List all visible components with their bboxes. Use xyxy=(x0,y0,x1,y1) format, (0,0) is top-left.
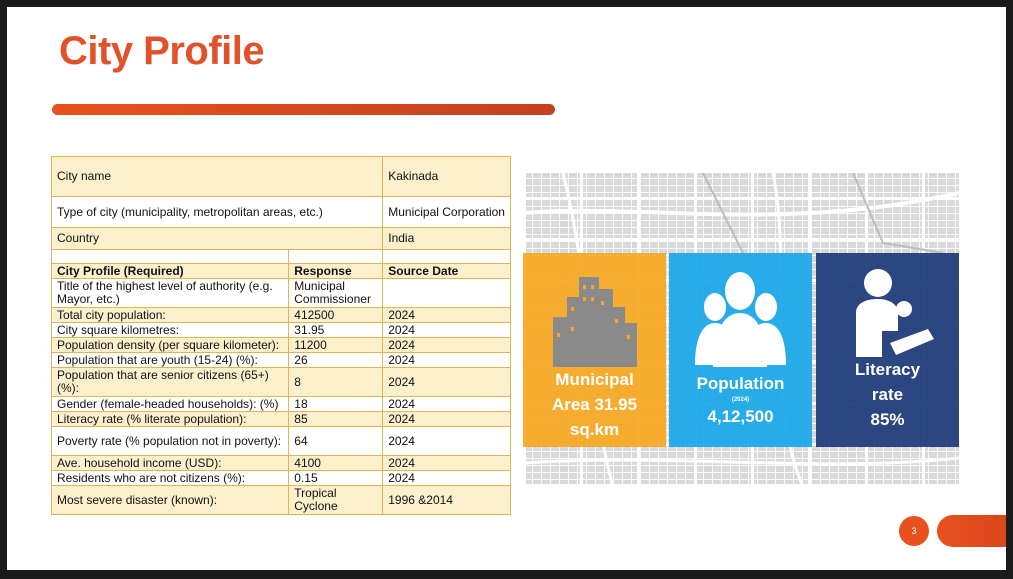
row-label: Total city population: xyxy=(52,308,289,323)
population-year: (2024) xyxy=(731,397,750,403)
row-value: India xyxy=(383,228,511,250)
table-row xyxy=(52,308,511,323)
row-label: Residents who are not citizens (%): xyxy=(52,471,289,486)
row-date: 1996 &2014 xyxy=(383,486,511,515)
table-row xyxy=(52,471,511,486)
table-row xyxy=(52,323,511,338)
table-row xyxy=(52,338,511,353)
row-response: 0.15 xyxy=(289,471,383,486)
buildings-icon xyxy=(523,267,666,367)
row-label: Gender (female-headed households): (%) xyxy=(52,397,289,412)
header-profile: City Profile (Required) xyxy=(52,264,289,279)
table-row xyxy=(52,197,511,228)
row-label: City square kilometres: xyxy=(52,323,289,338)
row-date: 2024 xyxy=(383,412,511,427)
row-response: 4100 xyxy=(289,456,383,471)
row-date: 2024 xyxy=(383,323,511,338)
row-label: Type of city (municipality, metropolitan areas, etc.) xyxy=(52,197,383,228)
table-header-row xyxy=(52,264,511,279)
literacy-value: 85% xyxy=(870,410,905,429)
row-label: Literacy rate (% literate population): xyxy=(52,412,289,427)
row-value: Municipal Corporation xyxy=(383,197,511,228)
row-response: Municipal Commissioner xyxy=(289,279,383,308)
header-source-date: Source Date xyxy=(383,264,511,279)
row-date: 2024 xyxy=(383,353,511,368)
row-date xyxy=(383,279,511,308)
row-response: 18 xyxy=(289,397,383,412)
row-date: 2024 xyxy=(383,308,511,323)
table-row xyxy=(52,157,511,197)
row-response: 26 xyxy=(289,353,383,368)
row-label: Title of the highest level of authority (e.g. Mayor, etc.) xyxy=(52,279,289,308)
table-spacer-row xyxy=(52,250,511,264)
population-tile xyxy=(669,253,812,447)
row-label: Poverty rate (% population not in poverty): xyxy=(52,427,289,456)
population-value: 4,12,500 xyxy=(707,407,774,426)
reading-icon xyxy=(816,261,959,361)
area-line3: sq.km xyxy=(569,420,620,439)
row-response: 64 xyxy=(289,427,383,456)
row-response: 11200 xyxy=(289,338,383,353)
row-date: 2024 xyxy=(383,338,511,353)
page-number: 3 xyxy=(899,516,929,546)
table-row xyxy=(52,228,511,250)
row-label: Population that are youth (15-24) (%): xyxy=(52,353,289,368)
row-date: 2024 xyxy=(383,397,511,412)
row-label: City name xyxy=(52,157,383,197)
page-number-tab xyxy=(937,515,1006,547)
table-row xyxy=(52,456,511,471)
literacy-rate-tile xyxy=(816,253,959,447)
row-response: 85 xyxy=(289,412,383,427)
row-response: 31.95 xyxy=(289,323,383,338)
title-underline xyxy=(52,104,555,115)
slide-title: City Profile xyxy=(59,29,265,73)
row-response: 412500 xyxy=(289,308,383,323)
area-line1: Municipal xyxy=(555,370,634,389)
row-label: Ave. household income (USD): xyxy=(52,456,289,471)
row-date: 2024 xyxy=(383,368,511,397)
row-label: Population that are senior citizens (65+) (%): xyxy=(52,368,289,397)
table-row xyxy=(52,353,511,368)
slide xyxy=(7,7,1006,570)
row-label: Most severe disaster (known): xyxy=(52,486,289,515)
row-date: 2024 xyxy=(383,427,511,456)
city-profile-table xyxy=(51,156,511,515)
row-date: 2024 xyxy=(383,471,511,486)
row-value: Kakinada xyxy=(383,157,511,197)
population-line1: Population xyxy=(696,374,785,393)
table-row xyxy=(52,412,511,427)
area-line2: Area 31.95 xyxy=(551,395,638,414)
row-label: Country xyxy=(52,228,383,250)
literacy-line2: rate xyxy=(871,385,904,404)
municipal-area-tile xyxy=(523,253,666,447)
row-response: Tropical Cyclone xyxy=(289,486,383,515)
table-row xyxy=(52,279,511,308)
table-row xyxy=(52,397,511,412)
people-icon xyxy=(669,267,812,367)
table-row xyxy=(52,368,511,397)
table-row xyxy=(52,486,511,515)
literacy-line1: Literacy xyxy=(854,360,921,379)
table-row xyxy=(52,427,511,456)
header-response: Response xyxy=(289,264,383,279)
row-date: 2024 xyxy=(383,456,511,471)
row-response: 8 xyxy=(289,368,383,397)
row-label: Population density (per square kilometer): xyxy=(52,338,289,353)
